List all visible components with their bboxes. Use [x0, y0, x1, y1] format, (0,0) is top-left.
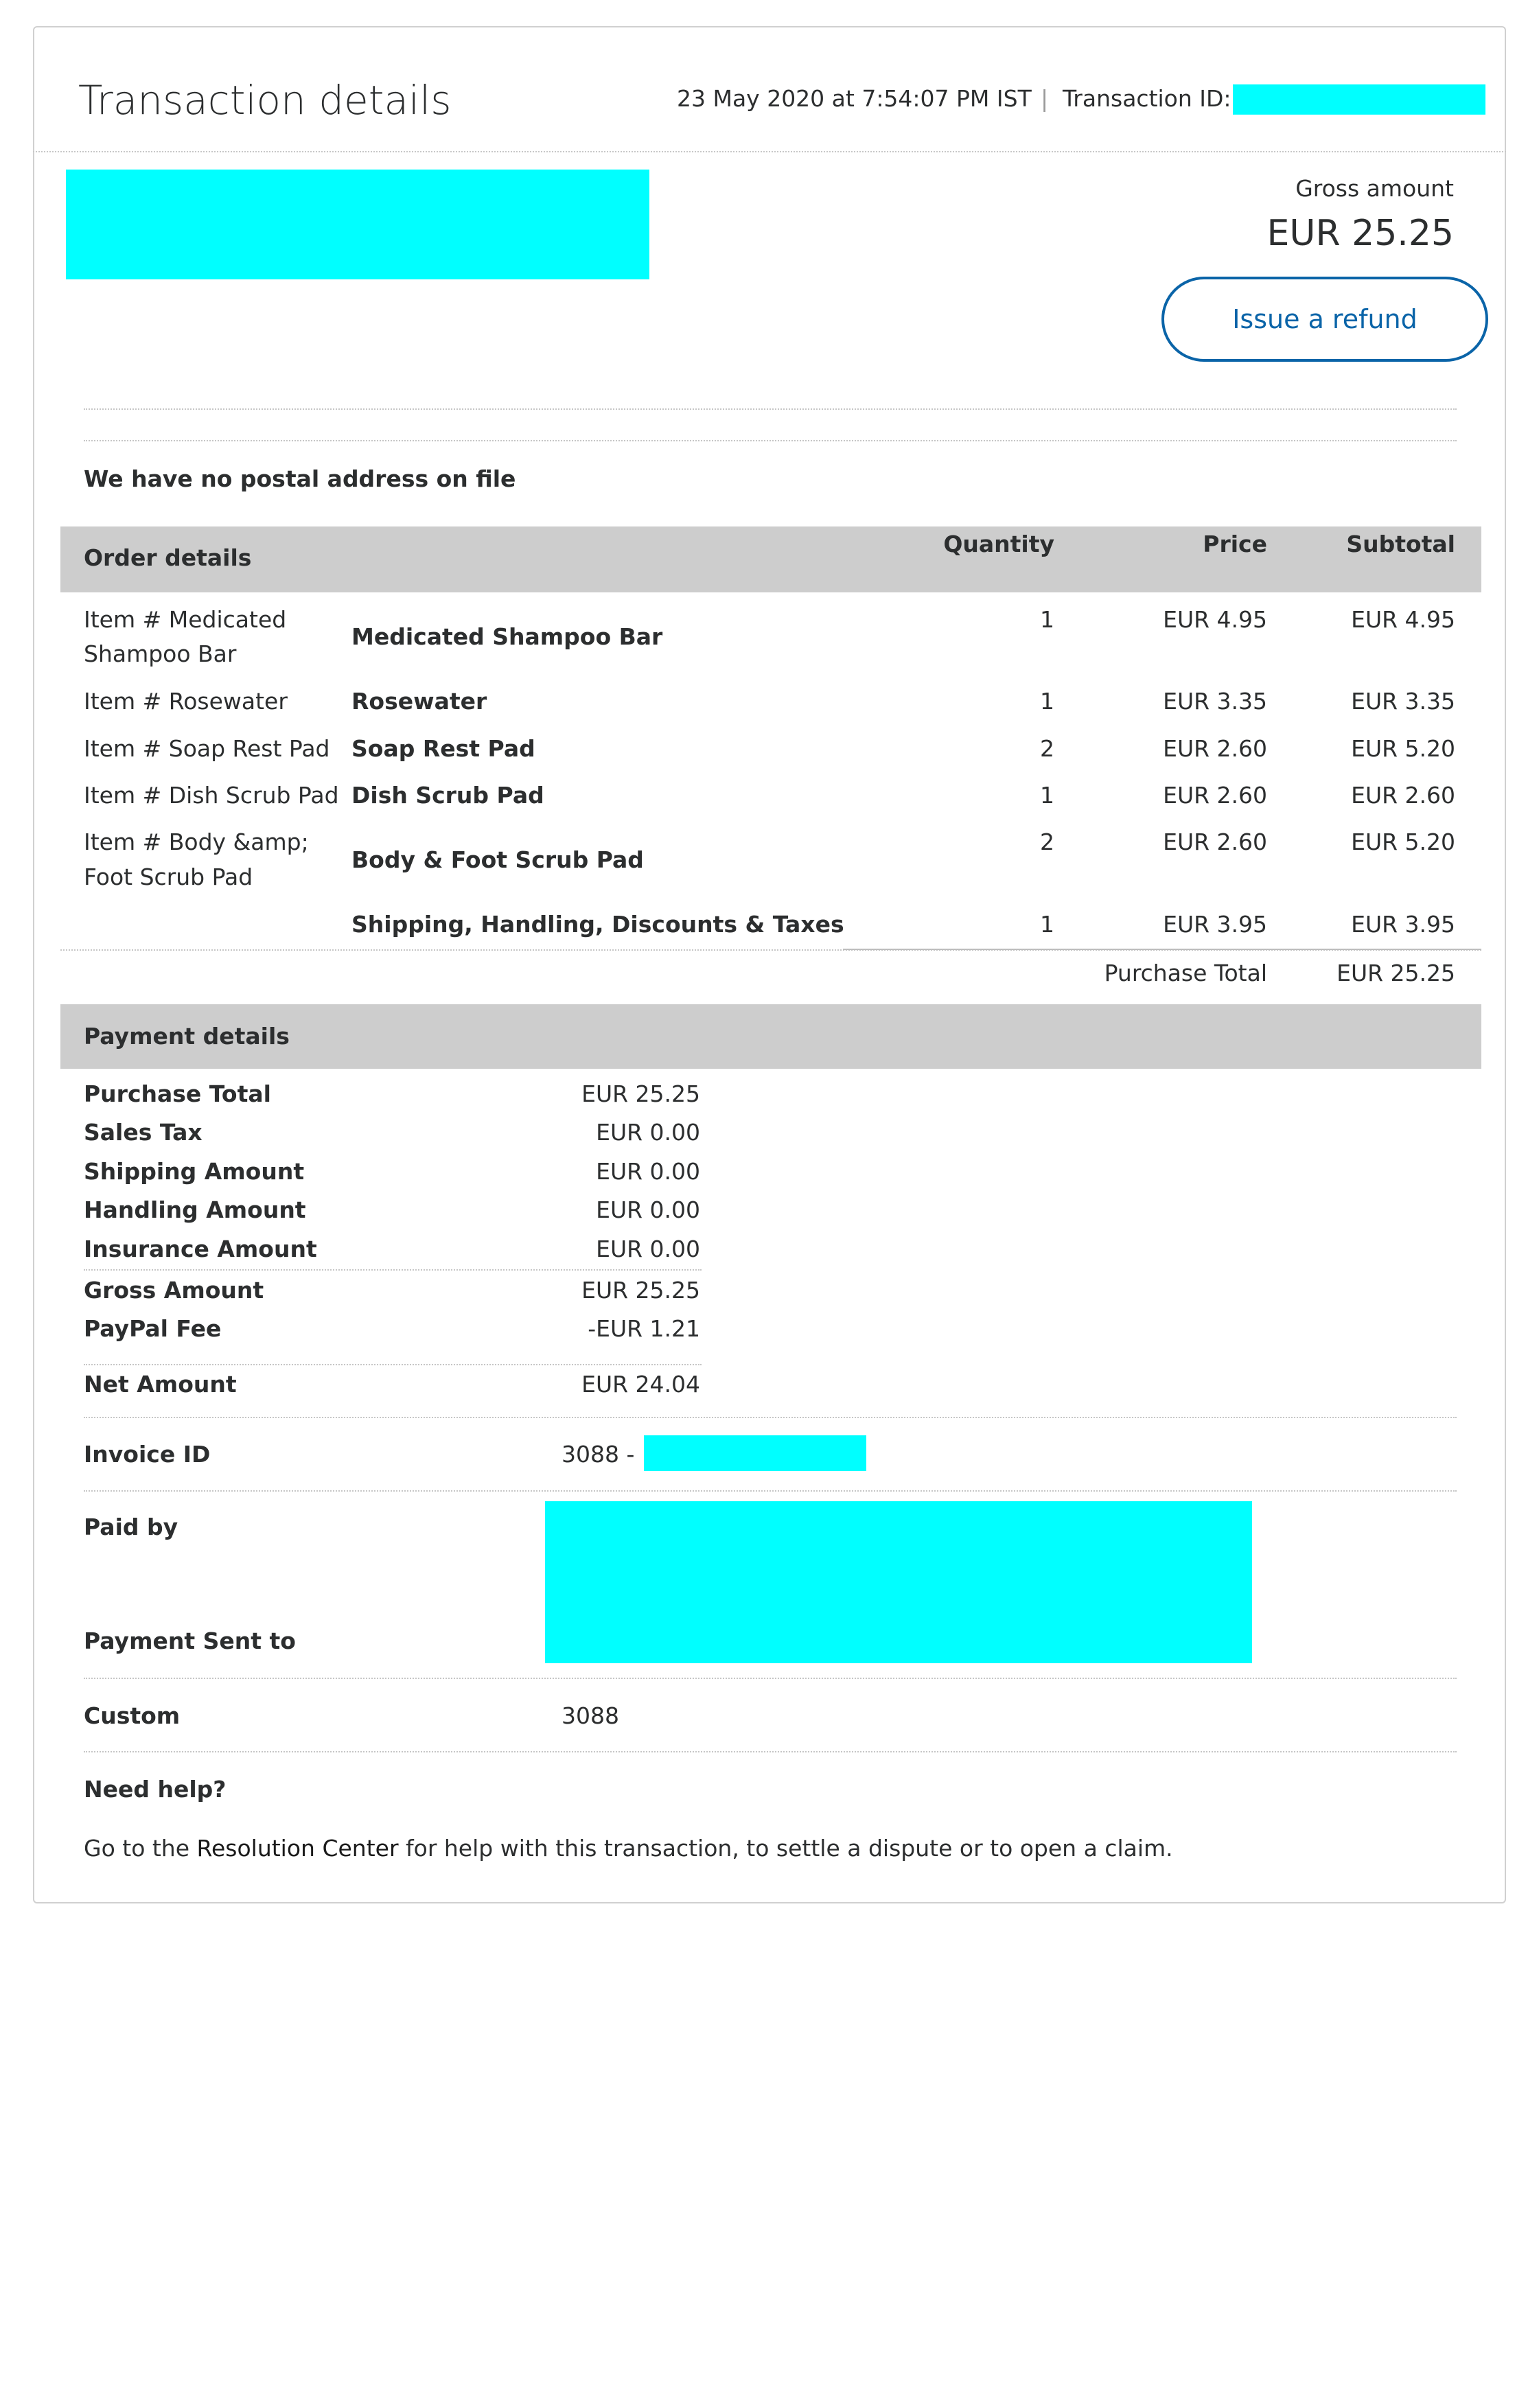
item-quantity: 1 — [1040, 911, 1054, 938]
invoice-id-redacted — [644, 1435, 866, 1471]
item-name: Medicated Shampoo Bar — [351, 623, 663, 650]
divider — [84, 1364, 702, 1365]
order-details-header-bar — [60, 526, 1481, 592]
help-text-before: Go to the — [84, 1835, 197, 1862]
payment-line-value: -EUR 1.21 — [588, 1315, 700, 1342]
divider — [84, 1417, 1457, 1418]
item-price: EUR 2.60 — [1163, 829, 1267, 855]
item-price: EUR 4.95 — [1163, 606, 1267, 633]
divider — [84, 1678, 1457, 1679]
payment-line-label: Purchase Total — [84, 1080, 271, 1107]
divider — [84, 440, 1457, 441]
item-id: Item # Body &amp; — [84, 829, 309, 855]
payment-details-title: Payment details — [84, 1023, 290, 1050]
divider — [84, 408, 1457, 410]
item-id: Item # Medicated — [84, 606, 287, 633]
payment-line-label: Gross Amount — [84, 1277, 264, 1304]
header-divider — [33, 151, 1506, 152]
payment-line-value: EUR 0.00 — [596, 1196, 700, 1223]
invoice-id-label: Invoice ID — [84, 1441, 211, 1468]
item-price: EUR 2.60 — [1163, 735, 1267, 762]
purchase-total-value: EUR 25.25 — [1336, 960, 1455, 986]
item-subtotal: EUR 2.60 — [1351, 782, 1455, 809]
purchase-total-label: Purchase Total — [1104, 960, 1267, 986]
invoice-id-value: 3088 - — [562, 1441, 635, 1468]
item-subtotal: EUR 3.95 — [1351, 911, 1455, 938]
item-price: EUR 3.35 — [1163, 688, 1267, 715]
divider — [84, 1269, 702, 1271]
item-id: Item # Dish Scrub Pad — [84, 782, 339, 809]
item-name: Soap Rest Pad — [351, 735, 535, 762]
item-name: Rosewater — [351, 688, 487, 715]
payment-line-label: Net Amount — [84, 1371, 237, 1398]
custom-label: Custom — [84, 1702, 181, 1729]
help-text-after: for help with this transaction, to settle a dispute or to open a claim. — [398, 1835, 1173, 1862]
item-quantity: 1 — [1040, 782, 1054, 809]
item-subtotal: EUR 5.20 — [1351, 829, 1455, 855]
custom-value: 3088 — [562, 1702, 619, 1729]
payment-line-value: EUR 0.00 — [596, 1236, 700, 1262]
item-id: Shampoo Bar — [84, 640, 237, 667]
payment-line-label: Handling Amount — [84, 1196, 306, 1223]
transaction-datetime: 23 May 2020 at 7:54:07 PM IST — [677, 85, 1032, 112]
need-help-title: Need help? — [84, 1776, 227, 1803]
item-price: EUR 3.95 — [1163, 911, 1267, 938]
quantity-column-header: Quantity — [943, 531, 1054, 557]
price-column-header: Price — [1203, 531, 1267, 557]
header-separator: | — [1041, 85, 1049, 112]
item-subtotal: EUR 5.20 — [1351, 735, 1455, 762]
gross-amount-label: Gross amount — [1295, 175, 1454, 202]
help-text — [84, 1835, 1173, 1862]
gross-amount-value: EUR 25.25 — [1266, 213, 1454, 254]
resolution-center-link[interactable]: Resolution Center — [196, 1835, 399, 1862]
payment-line-value: EUR 25.25 — [581, 1277, 700, 1304]
payment-line-value: EUR 0.00 — [596, 1119, 700, 1146]
item-quantity: 2 — [1040, 735, 1054, 762]
item-price: EUR 2.60 — [1163, 782, 1267, 809]
payment-line-label: Sales Tax — [84, 1119, 202, 1146]
payment-sent-to-label: Payment Sent to — [84, 1628, 296, 1654]
order-details-title: Order details — [84, 544, 252, 571]
transaction-id-redacted — [1233, 84, 1485, 115]
item-id: Item # Rosewater — [84, 688, 288, 715]
page-title: Transaction details — [78, 77, 452, 124]
payment-line-value: EUR 0.00 — [596, 1158, 700, 1185]
item-subtotal: EUR 3.35 — [1351, 688, 1455, 715]
item-quantity: 1 — [1040, 688, 1054, 715]
payment-line-label: Shipping Amount — [84, 1158, 305, 1185]
item-subtotal: EUR 4.95 — [1351, 606, 1455, 633]
paid-by-label: Paid by — [84, 1514, 178, 1540]
item-name: Dish Scrub Pad — [351, 782, 544, 809]
issue-refund-button[interactable]: Issue a refund — [1161, 277, 1488, 362]
divider — [84, 1751, 1457, 1752]
item-quantity: 1 — [1040, 606, 1054, 633]
payment-line-label: Insurance Amount — [84, 1236, 317, 1262]
item-id: Item # Soap Rest Pad — [84, 735, 330, 762]
transaction-id-label: Transaction ID: — [1063, 85, 1231, 112]
item-id: Foot Scrub Pad — [84, 864, 253, 890]
subtotal-column-header: Subtotal — [1346, 531, 1455, 557]
item-name: Shipping, Handling, Discounts & Taxes — [351, 911, 844, 938]
postal-address-note: We have no postal address on file — [84, 465, 516, 492]
customer-redacted-block — [66, 170, 649, 279]
item-name: Body & Foot Scrub Pad — [351, 846, 644, 873]
item-quantity: 2 — [1040, 829, 1054, 855]
payer-payee-redacted — [545, 1501, 1252, 1663]
payment-line-label: PayPal Fee — [84, 1315, 222, 1342]
payment-line-value: EUR 24.04 — [581, 1371, 700, 1398]
total-rule — [843, 949, 1481, 950]
payment-line-value: EUR 25.25 — [581, 1080, 700, 1107]
divider — [84, 1490, 1457, 1492]
